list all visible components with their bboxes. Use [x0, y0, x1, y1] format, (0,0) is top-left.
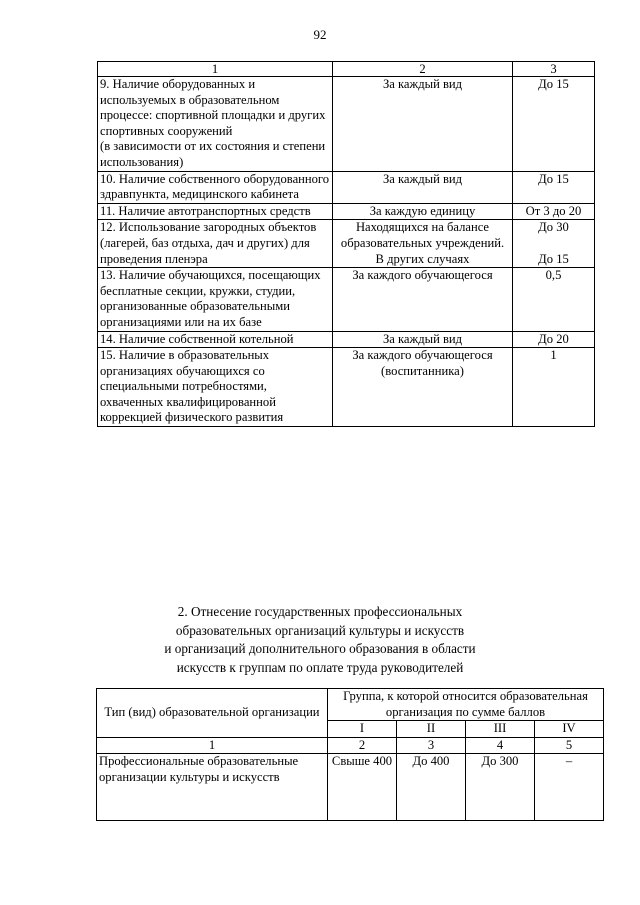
group-value-cell: – [535, 754, 604, 821]
points-cell: 0,5 [513, 268, 595, 331]
points-text: До 30 [538, 220, 569, 235]
group-header: Группа, к которой относится образовательная организация по сумме баллов [328, 689, 604, 721]
unit-cell [333, 220, 513, 268]
page-number: 92 [313, 27, 327, 42]
unit-cell: За каждого обучающегося [333, 268, 513, 331]
heading-line: и организаций дополнительного образования в области [164, 641, 476, 656]
unit-cell: За каждую единицу [333, 203, 513, 220]
points-cell: До 20 [513, 331, 595, 348]
type-header: Тип (вид) образовательной организации [97, 689, 328, 738]
table-row [98, 203, 595, 220]
column-header-1: 1 [98, 62, 333, 77]
criterion-cell: 15. Наличие в образовательных организациях обучающихся со специальными потребностями, охваченных квалифицированной коррекцией физического развития [98, 348, 333, 427]
criterion-cell: 14. Наличие собственной котельной [98, 331, 333, 348]
group-label: I [328, 721, 397, 738]
points-text-extra: До 15 [538, 251, 569, 266]
section-heading [0, 603, 640, 677]
unit-text-extra: В других случаях [375, 251, 470, 266]
group-label: II [397, 721, 466, 738]
table-row [98, 77, 595, 172]
groups-table [96, 688, 604, 821]
table-row [97, 754, 604, 821]
table-row [98, 331, 595, 348]
organization-type-cell: Профессиональные образовательные организации культуры и искусств [97, 754, 328, 821]
points-cell: От 3 до 20 [513, 203, 595, 220]
table-row [98, 348, 595, 427]
points-cell [513, 220, 595, 268]
column-number: 5 [535, 737, 604, 754]
heading-line: 2. Отнесение государственных профессиональных [177, 604, 463, 619]
group-value-cell: До 400 [397, 754, 466, 821]
unit-cell: За каждый вид [333, 331, 513, 348]
column-header-2: 2 [333, 62, 513, 77]
group-label: IV [535, 721, 604, 738]
column-number-row [97, 737, 604, 754]
unit-text: Находящихся на балансе образовательных учреждений. [340, 220, 505, 250]
points-cell: До 15 [513, 171, 595, 203]
groups-header-row [97, 689, 604, 721]
group-label: III [466, 721, 535, 738]
column-number: 4 [466, 737, 535, 754]
group-value-cell: До 300 [466, 754, 535, 821]
table-row [98, 220, 595, 268]
heading-line: образовательных организаций культуры и искусств [175, 622, 465, 638]
points-cell: До 15 [513, 77, 595, 172]
points-cell: 1 [513, 348, 595, 427]
criterion-cell: 13. Наличие обучающихся, посещающих бесплатные секции, кружки, студии, организованные образовательными организациями или на их базе [98, 268, 333, 331]
criterion-cell: 10. Наличие собственного оборудованного здравпункта, медицинского кабинета [98, 171, 333, 203]
criteria-table [97, 61, 595, 427]
criterion-cell: 11. Наличие автотранспортных средств [98, 203, 333, 220]
table-header-row [98, 62, 595, 77]
table-row [98, 268, 595, 331]
unit-cell: За каждый вид [333, 77, 513, 172]
criterion-cell: 12. Использование загородных объектов (лагерей, баз отдыха, дач и других) для проведения пленэра [98, 220, 333, 268]
unit-cell: За каждый вид [333, 171, 513, 203]
column-number: 2 [328, 737, 397, 754]
criterion-cell: 9. Наличие оборудованных и используемых в образовательном процессе: спортивной площадки и других спортивных сооружений (в зависимости от их состояния и степени использования) [98, 77, 333, 172]
table-row [98, 171, 595, 203]
column-number: 1 [97, 737, 328, 754]
heading-line: искусств к группам по оплате труда руководителей [176, 659, 464, 675]
group-value-cell: Свыше 400 [328, 754, 397, 821]
column-header-3: 3 [513, 62, 595, 77]
column-number: 3 [397, 737, 466, 754]
unit-cell: За каждого обучающегося (воспитанника) [333, 348, 513, 427]
